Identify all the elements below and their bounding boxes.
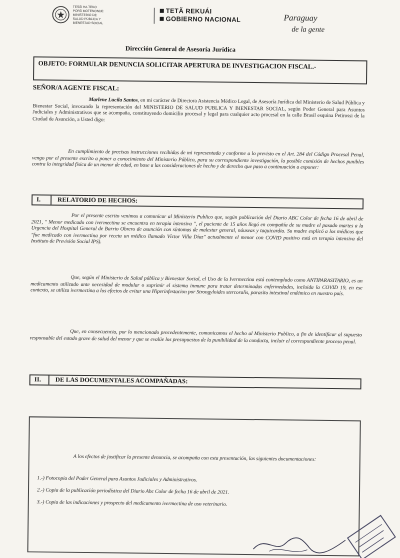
official-stamp <box>345 512 398 558</box>
document-item: 2.-) Copia de la publicación periodística del Diario Abc Color de fecha 16 de abril de 2021. <box>36 487 230 496</box>
letterhead-divider <box>154 8 155 24</box>
section1-title: RELATORIO DE HECHOS: <box>57 196 138 205</box>
section2-title: DE LAS DOCUMENTALES ACOMPAÑADAS: <box>55 376 188 386</box>
ministry-logo <box>52 5 106 26</box>
section1-number: I. <box>36 196 41 204</box>
section-documentales <box>29 374 361 389</box>
seal-icon <box>52 6 70 24</box>
objective-text: OBJETO: FORMULAR DENUNCIA SOLICITAR APERTURA DE INVESTIGACION FISCAL.- <box>38 60 317 71</box>
intro-rest: , en mi carácter de Directora Asistencia Médico Legal, de Asesoría Jurídica del Ministerio de Salud Pública y Bienestar Social, invocando la representación del MINISTERIO DE SALUD PUBLICA Y BIENESTAR SOCIAL, según Poder General para Asuntos Judiciales y Administrativos que se acompaña, constituyendo domicilio procesal y legal para cualquier acto procesal en la calle Brasil esquina Petirossi de la Ciudad de Asunción, a Usted digo: <box>32 97 365 123</box>
document-item: 1.-) Fotocopia del Poder General para Asuntos Judiciales y Administrativos. <box>37 475 198 484</box>
paragraph-documents-intro: A los efectos de justificar la presente denuncia, se acompaña con esta presentación, las siguientes documentaciones: <box>73 453 317 463</box>
salutation: SEÑOR/A AGENTE FISCAL: <box>32 84 120 93</box>
gov-line-guarani: TETÃ REKUÁI <box>165 7 212 16</box>
intro-paragraph <box>33 96 365 126</box>
letterhead <box>6 0 398 43</box>
ministry-name: TESÃI HA TEKO PORÃ MOTENONDE MINISTERIO DE SALUD PÚBLICA Y BIENESTAR SOCIAL <box>72 4 104 26</box>
gov-line-spanish: GOBIERNO NACIONAL <box>165 15 241 24</box>
government-label <box>160 8 241 25</box>
objective-box <box>33 56 367 84</box>
paragraph-ivermectina: Que, según el Ministerio de Salud pública y Bienestar Social, el Uso de la Ivermectina está contemplado como ANTIPARASITARIO, es un medicamento utilizado ante necesidad de modular o suprimir el sistema inmune para tratar determinadas enfermedades, incluida la COVID 19, en ese contexto, se utiliza ivermectina a los efectos de evitar una Hiperinfestacion por Strongyloides stercoralis, parasito intestinal endémico en nuestro país. <box>30 274 363 298</box>
department-title: Dirección General de Asesoría Jurídica <box>125 45 236 54</box>
slogan-line1: Paraguay <box>283 12 318 23</box>
slogan-line2: de la gente <box>291 24 325 34</box>
signer-name: Marlene Lucila Santos <box>88 97 138 104</box>
paragraph-instructions: En cumplimiento de precisas instrucciones recibidas de mi representada y conforme a lo previsto en el Art. 284 del Código Procesal Penal, vengo por el presente escrito a poner a conocimiento del Ministerio Público, para su correspondiente investigación, la posible comisión de hechos punibles contra la integridad física de un menor de edad, en base a las consideraciones de hecho y de derecho que paso a continuación a exponer: <box>31 148 365 171</box>
section2-number: II. <box>34 376 41 384</box>
document-item: 3.-) Copia de las indicaciones y prospecto del medicamento ivermectina de uso veterinario. <box>36 499 228 508</box>
section-relatorio <box>31 194 363 209</box>
handwritten-signature <box>249 531 349 558</box>
paragraph-conclusion: Que, en consecuencia, por lo mencionado precedentemente, comunicamos el hecho al Ministerio Publico, a fin de identificar al supuesto responsable del estado grave de salud del menor y que se evalúe los presupuestos de la punibilidad de la conducta, incluir el correspondiente proceso penal. <box>29 328 362 345</box>
slogan-logo <box>282 9 362 36</box>
paragraph-facts: Por el presente escrito venimos a comunicar al Ministerio Publico que, según publicación del Diario ABC Color de fecha 16 de abril de 2021, " Menor medicado con ivermectina se encuentra en terapia intensiva ", el paciente de 15 años llegó en compañía de su madre el pasado martes a la Urgencia del Hospital General de Barrio Obrero de asunción con síntomas de malestar general, náuseas y taquicardia. Su madre explicó a los médicos que "fue medicado con ivermectina por receta un médico llamado Víctor Villa Díaz" actualmente el menor con COVID positivo está en terapia intensiva del Instituto de Previsión Social IPS). <box>31 212 364 246</box>
